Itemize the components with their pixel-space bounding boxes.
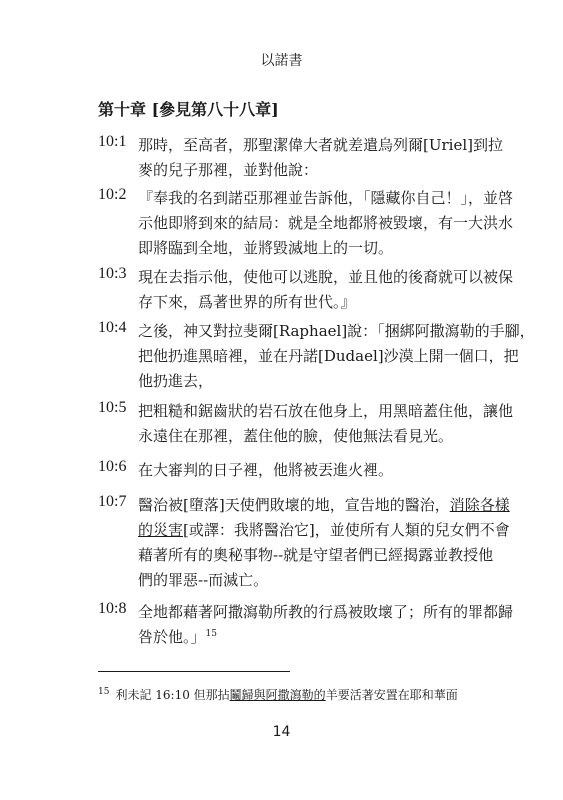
verse-line [138, 265, 514, 290]
verse [98, 600, 514, 650]
verse-line [138, 493, 508, 518]
footnote-text [115, 688, 457, 702]
text-segment: 那時，至高者，那聖潔偉大者就差遣烏列爾[Uriel]到拉 [138, 136, 503, 154]
verse-text [138, 600, 514, 650]
text-segment: 在大審判的日子裡，他將被丟進火裡。 [138, 461, 394, 479]
verse-text [138, 265, 514, 315]
verse-text [138, 399, 514, 449]
footnote-separator [98, 671, 290, 672]
footnote-number: 15 [98, 687, 110, 697]
verse-text [138, 186, 514, 261]
verse-line [138, 518, 508, 543]
verse-line [138, 344, 519, 369]
verse-number: 10:5 [98, 399, 127, 416]
chapter-heading: 第十章 [參見第八十八章] [98, 100, 279, 119]
verse-number: 10:6 [98, 458, 127, 475]
text-segment: 全地都藉著阿撒瀉勒所教的行爲被敗壞了；所有的罪都歸 [138, 603, 514, 621]
text-segment: 現在去指示他，使他可以逃脫，並且他的後裔就可以被保 [138, 268, 514, 286]
underlined-text: 的災害 [138, 521, 184, 539]
underlined-text: 鬮歸與阿撒瀉勒的 [229, 688, 326, 702]
verse-line [138, 319, 535, 344]
verse-line [138, 625, 508, 650]
text-segment: 醫治被[墮落]天使們敗壞的地，宣告地的醫治， [138, 496, 450, 514]
text-segment: 利未記 16:10 但那拈 [115, 688, 230, 702]
text-segment: 『奉我的名到諾亞那裡並告訴他，「隱藏你自己！」，並啓 [138, 189, 514, 207]
verse-line [138, 369, 508, 394]
verse-line [138, 568, 508, 593]
text-segment: 咎於他。」 [138, 628, 206, 646]
text-segment: 他扔進去， [138, 372, 214, 390]
verse-text [138, 319, 535, 394]
verse-number: 10:2 [98, 186, 127, 203]
verse-line [138, 399, 514, 424]
text-segment: 藉著所有的奧秘事物--就是守望者們已經揭露並教授他 [138, 546, 494, 564]
verse-number: 10:1 [98, 133, 127, 150]
verse-line [138, 543, 508, 568]
text-segment: 把粗糙和鋸齒狀的岩石放在他身上，用黑暗蓋住他，讓他 [138, 402, 514, 420]
verse [98, 458, 508, 483]
verse-line [138, 133, 508, 158]
verse [98, 265, 514, 315]
verse [98, 186, 514, 261]
text-segment: 把他扔進黑暗裡，並在丹諾[Dudael]沙漠上開一個口，把 [138, 347, 519, 365]
text-segment: 麥的兒子那裡，並對他說： [138, 161, 319, 179]
footnote-ref: 15 [205, 629, 217, 639]
verse [98, 399, 514, 449]
text-segment: 示他即將到來的結局：就是全地都將被毀壞，有一大洪水 [138, 214, 514, 232]
verse-number: 10:3 [98, 265, 127, 282]
text-segment: 們的罪惡--而滅亡。 [138, 571, 269, 589]
verse-line [138, 458, 508, 483]
verse-number: 10:4 [98, 319, 127, 336]
verse [98, 493, 508, 593]
text-segment: 羊要活著安置在耶和華面 [325, 688, 458, 702]
running-header: 以諾書 [260, 53, 303, 69]
verse-number: 10:8 [98, 600, 127, 617]
verse-line [138, 186, 514, 211]
verse [98, 319, 535, 394]
verse-text [138, 458, 508, 483]
verse [98, 133, 508, 183]
underlined-text: 消除各樣 [449, 496, 510, 514]
verse-line [138, 158, 508, 183]
verse-line [138, 211, 514, 236]
footnote [98, 686, 458, 703]
text-segment: 之後，神又對拉斐爾[Raphael]說：「捆綁阿撒瀉勒的手腳， [138, 322, 535, 340]
verse-line [138, 236, 508, 261]
text-segment: [或譯：我將醫治它]，並使所有人類的兒女們不會 [183, 521, 510, 539]
verse-line [138, 600, 514, 625]
text-segment: 即將臨到全地，並將毀滅地上的一切。 [138, 239, 394, 257]
text-segment: 永遠住在那裡，蓋住他的臉，使他無法看見光。 [138, 427, 454, 445]
verse-number: 10:7 [98, 493, 127, 510]
verse-text [138, 493, 508, 593]
page-number: 14 [272, 724, 291, 740]
verse-line [138, 290, 508, 315]
verse-text [138, 133, 508, 183]
text-segment: 存下來，爲著世界的所有世代。』 [138, 293, 356, 311]
verse-line [138, 424, 508, 449]
